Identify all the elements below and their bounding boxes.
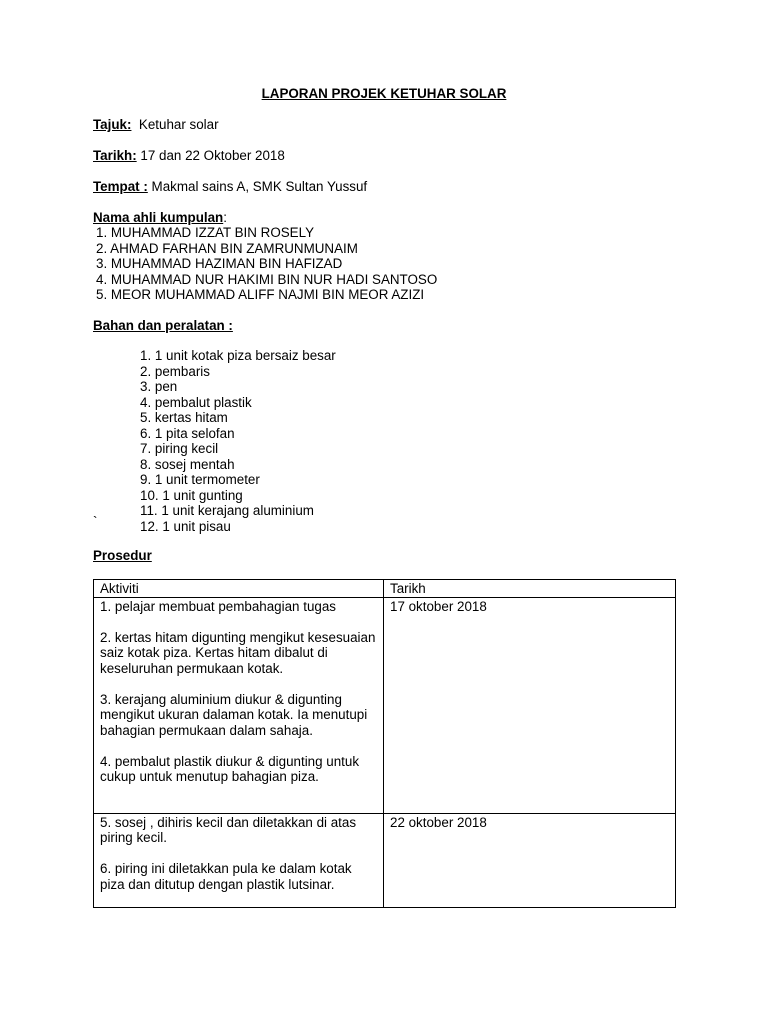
ahli-heading (93, 210, 227, 226)
header-aktiviti: Aktiviti (94, 580, 384, 598)
tempat-field (93, 179, 367, 195)
material-item: 3. pen (140, 379, 178, 394)
step-text: 5. sosej , dihiris kecil dan diletakkan di atas piring kecil. (100, 814, 357, 845)
table-row (94, 813, 676, 907)
table-row (94, 597, 676, 813)
ahli-label: Nama ahli kumpulan (93, 210, 224, 225)
step-text: 2. kertas hitam digunting mengikut kesesuaian saiz kotak piza. Kertas hitam dibalut di keseluruhan permukaan kotak. (100, 629, 376, 676)
material-item: 11. 1 unit kerajang aluminium (140, 503, 314, 518)
step-text: 3. kerajang aluminium diukur & digunting mengikut ukuran dalaman kotak. Ia menutupi bahagian permukaan dalam sahaja. (100, 691, 368, 738)
procedure-table (93, 579, 676, 908)
material-item: 9. 1 unit termometer (140, 472, 260, 487)
step-text: 4. pembalut plastik diukur & digunting untuk cukup untuk menutup bahagian piza. (100, 753, 360, 784)
tajuk-label: Tajuk: (93, 117, 132, 132)
tajuk-value: Ketuhar solar (138, 117, 219, 132)
prosedur-heading (93, 548, 152, 564)
header-tarikh: Tarikh (384, 580, 676, 598)
tempat-label: Tempat : (93, 179, 148, 194)
table-header-row (94, 580, 676, 598)
prosedur-label: Prosedur (93, 548, 152, 563)
member-item: 3. MUHAMMAD HAZIMAN BIN HAFIZAD (96, 256, 343, 271)
material-item: 6. 1 pita selofan (140, 425, 235, 441)
material-item: 7. piring kecil (140, 441, 219, 456)
step-text: 1. pelajar membuat pembahagian tugas (100, 598, 336, 614)
tempat-value: Makmal sains A, SMK Sultan Yussuf (151, 179, 368, 194)
tarikh-label: Tarikh: (93, 148, 137, 163)
step-text: 6. piring ini diletakkan pula ke dalam kotak piza dan ditutup dengan plastik lutsinar. (100, 861, 352, 892)
material-item: 8. sosej mentah (140, 456, 235, 472)
stray-mark: ` (93, 514, 98, 529)
member-item: 4. MUHAMMAD NUR HAKIMI BIN NUR HADI SANTOSO (96, 271, 438, 287)
date-cell: 17 oktober 2018 (384, 597, 676, 813)
activity-cell (94, 813, 384, 907)
material-item: 5. kertas hitam (140, 410, 228, 425)
tarikh-value: 17 dan 22 Oktober 2018 (140, 148, 285, 163)
material-item: 10. 1 unit gunting (140, 487, 243, 503)
material-item: 4. pembalut plastik (140, 394, 252, 410)
material-list (140, 348, 336, 534)
material-item: 12. 1 unit pisau (140, 518, 231, 534)
member-item: 2. AHMAD FARHAN BIN ZAMRUNMUNAIM (96, 240, 358, 256)
member-list (96, 225, 437, 303)
date-cell: 22 oktober 2018 (384, 813, 676, 907)
bahan-label: Bahan dan peralatan : (93, 318, 233, 333)
material-item: 1. 1 unit kotak piza bersaiz besar (140, 348, 336, 363)
member-item: 1. MUHAMMAD IZZAT BIN ROSELY (96, 225, 314, 240)
activity-cell (94, 597, 384, 813)
ahli-colon: : (223, 210, 227, 225)
material-item: 2. pembaris (140, 363, 210, 379)
bahan-heading (93, 318, 233, 334)
member-item: 5. MEOR MUHAMMAD ALIFF NAJMI BIN MEOR AZIZI (96, 287, 425, 302)
report-title: LAPORAN PROJEK KETUHAR SOLAR (261, 86, 507, 101)
tajuk-field (93, 117, 219, 133)
tarikh-field (93, 148, 285, 164)
